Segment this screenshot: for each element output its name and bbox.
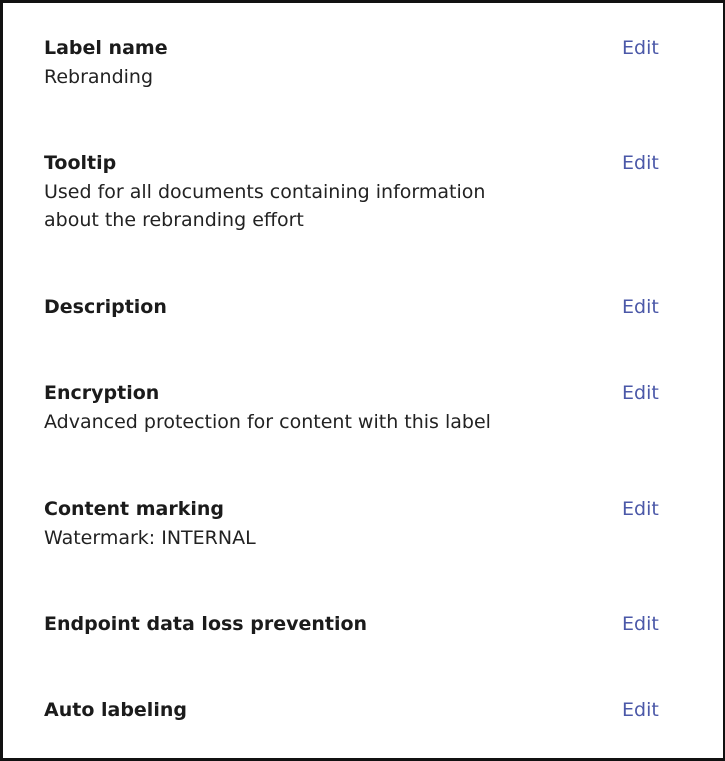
endpoint-dlp-title: Endpoint data loss prevention	[44, 613, 368, 635]
auto-labeling-title: Auto labeling	[44, 699, 187, 721]
encryption-value: Advanced protection for content with this label	[44, 411, 491, 433]
tooltip-edit-link[interactable]: Edit	[622, 152, 659, 174]
tooltip-title: Tooltip	[44, 152, 117, 174]
endpoint-dlp-edit-link[interactable]: Edit	[622, 613, 659, 635]
label-name-title: Label name	[44, 37, 168, 59]
encryption-edit-link[interactable]: Edit	[622, 382, 659, 404]
content-marking-title: Content marking	[44, 498, 224, 520]
auto-labeling-edit-link[interactable]: Edit	[622, 699, 659, 721]
tooltip-value: Used for all documents containing information about the rebranding effort	[44, 181, 486, 231]
content-marking-value: Watermark: INTERNAL	[44, 527, 256, 549]
label-name-edit-link[interactable]: Edit	[622, 37, 659, 59]
description-edit-link[interactable]: Edit	[622, 296, 659, 318]
encryption-title: Encryption	[44, 382, 160, 404]
content-marking-edit-link[interactable]: Edit	[622, 498, 659, 520]
label-name-value: Rebranding	[44, 66, 154, 88]
description-title: Description	[44, 296, 167, 318]
